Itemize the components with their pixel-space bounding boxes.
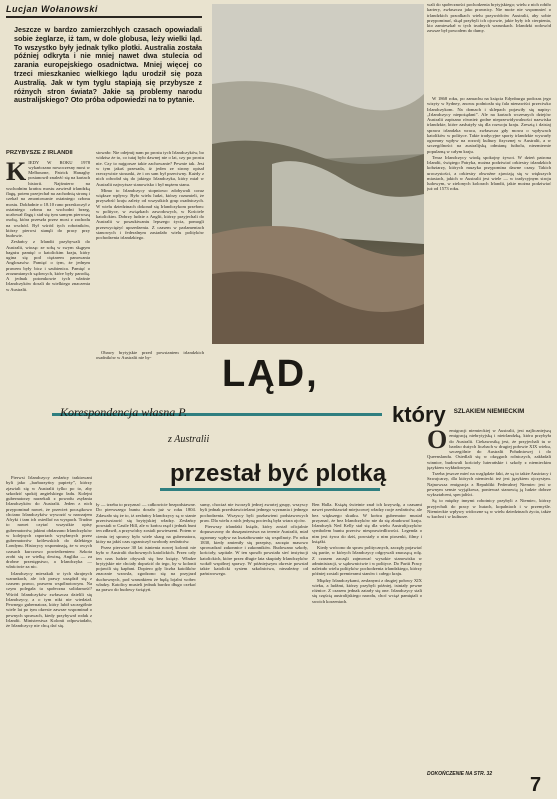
column-4-bottom [312, 502, 422, 792]
headline-przestal: przestał być plotką [170, 460, 387, 487]
paragraph: IEDY W ROKU 1978 wykańczano nowoczesny most w Melbourne, Patrick Hanaghy postanowił znaleźć się na kartach historii. Najśmierw na wschodnim krańcu mostu zawiesił irlandzką flagę, potem przejechał na zachodnią stronę i czekał na zmontowanie ostatniego członu mostu. Dokładnie o 18.10 rano przeskoczył z ostatniego członu na wschodni brzeg, ucałował flagę i stał się tym samym pierwszą osobą, która przeszła przez most z zachodu na wschód. Był wśród tych robotników, którzy pierwsi stanęli do pracy przy budowie. [6, 159, 90, 238]
paragraph: Pierwsi Irlandczycy zesłańcy traktowani byli jako „barbarzyńcy papieży”, którzy zjawiali się w Australii tylko po to, aby szkodzić spokój angielskiego ładu. Kolejni gubernatorzy narzekali z powodu zsyłania Irlandczyków do Australii. Jeden z nich przypominał nawet, że przecież początkowo chciano Irlandczyków wywozić w nawzajem Afryki i tam ich osiedlać na wyspach. Trudno to nawet czytać wszystkie opisy gubernatorów, jakimi obdarzano Irlandczyków w kolejnych raportach wysyłanych przez gubernatorów królewskich do dalekiego Londynu. Historycy wspominają, że w owych czasach kurczowo powiedzeniem: Szkota zrobi się ze wielką drwiną, Anglika — za drobne przestępstwo, a Irlandczyka — właściwie za nic. [6, 475, 92, 570]
page-number: 7 [530, 774, 542, 796]
paragraph: Ben Halla. Książę świetnie znał ich krzywdę, a czasami nawet przedstawiał miejscowej władzy racje zesłańców, ale bez większego skutku. W końcu gubernator musiał przyznać, że bez Irlandczyków nie da się zbudować kraju. Irlandczyk Ned Kelly stał się dla wielu Australijczyków symbolem buntu przeciw niesprawiedliwości. Legenda o nim jest żywa do dziś, powstały o nim piosenki, filmy i książki. [312, 502, 422, 544]
column-2-bottom [96, 502, 196, 792]
paragraph: wali do społeczności pochodzenia brytyjskiego; wielu z nich robiło kariery, zwłaszcza jako prawnicy. Nie może nie wspomnieć o irlandzkich przodkach wielu przywódców Australii, aby sobie przypominać, skąd przybyli ich ojcowie, jakie były ich cierpienia, kto zamieszkał w tych trudnych warunkach. Irlandzki rodowód zawsze był powodem do dumy. [427, 2, 551, 34]
lead-paragraph: Jeszcze w bardzo zamierzchłych czasach opowiadali sobie żeglarze, iż tam, w dole globusa, leży wielki ląd. To wszystko były jednak tylko plotki. Australia została później odkryta i nie mniej nawet dwa stulecia od zarania europejskiego osadnictwa. Mniej więcej co trzeci mieszkaniec wielkiego lądu urodził się poza Australią. Jak w tym tyglu stapiają się przybysze z różnych stron świata? Jakie są problemy narodu australijskiego? Oto próba odpowiedzi na to pytanie. [14, 25, 202, 105]
continued-note: DOKOŃCZENIE NA STR. 32 [427, 771, 493, 777]
paragraph: Między Irlandczykami, zesłanymi z drugiej połowy XIX wieku, a ludźmi, którzy przybyli później, istniały pewne różnice. Z czasem jednak zatarły się one. Irlandczycy stali się częścią australijskiego narodu, choć wciąż pamiętali o swoich korzeniach. [312, 577, 422, 604]
paragraph: ły — trzeba to przyznać — całkowicie bezpodstawne. Do pierwszego buntu doszło już w roku 1804. Zdawało się że to, iż zesłańcy Irlandczycy są w stanie przeciwstawić się brytyjskiej władzy. Zesłańcy powstali w Castle Hill, ale w końcu rząd i jednak bunt ten zdławił, a przywódcy zostali powieszeni. Potem w cieniu tej sprawy było wiele skarg na gubernatora, który na jakiś czas ograniczył swobody zesłańców. [96, 502, 196, 544]
column-1-top [6, 150, 90, 442]
column-3-bottom [200, 502, 308, 792]
headline-lad: LĄD, [222, 353, 319, 395]
column-2-tail [96, 350, 204, 366]
right-column-middle [427, 96, 551, 396]
coastline-illustration [212, 4, 424, 344]
drop-cap-k: K [6, 156, 27, 186]
from-place: z Australii [168, 434, 210, 445]
section-heading-ireland: PRZYBYSZE Z IRLANDII [6, 150, 73, 156]
paragraph: Są to między innymi robotnicy przybyli z Niemiec, którzy przyjechali do pracy w hutach, kopalniach i w przemyśle. Niemieckie wpływy widoczne są w wielu dziedzinach życia, także w kuchni i w kulturze. [427, 498, 551, 519]
top-rule [6, 16, 202, 18]
headline-ktory: który [392, 402, 446, 427]
drop-cap-o: O [427, 428, 448, 454]
teal-rule-3 [160, 488, 380, 491]
paragraph: Kiedy wrócono do spraw politycznych, zaczęły pojawiać się partie, w których Irlandczycy odgrywali znaczącą rolę. Z czasem zaczęli zajmować wysokie stanowiska w administracji, w sądownictwie i w polityce. Do Partii Pracy należało wielu polityków pochodzenia irlandzkiego, którzy później zostali premierami stanów i całego kraju. [312, 545, 422, 577]
paragraph: sumy, chociaż nie tworzyli jednej zwartej grupy, wszyscy byli jednak przedstawicielami jednego wyznania i jednego pochodzenia. Wszyscy byli pozbawieni podstawowych praw. Dla wielu z nich jedyną pociechą była wiara ojców. [200, 502, 308, 523]
paragraph: emigracji niemieckiej w Australii, jest najliczniejszą emigracją niebrytyjską i nieirlandzką, która przybyła do Australii. Ciekawostką jest, że przyjechali tu w bardzo dużych liczbach w drugiej połowie XIX wieku, szczególnie do Australii Południowej i do Queenslandu. Osiedlali się w okręgach rolniczych, zakładali winnice, budowali kościoły luterańskie i szkoły z niemieckim językiem wykładowym. [427, 428, 551, 470]
paragraph: W 1868 roku, po zamachu na księcia Edynburga podczas jego wizyty w Sydney, znowu podniosła się fala nienawiści przeciwko Irlandczykom. Na domach i sklepach pojawiły się napisy: „Irlandczycy niepożądani”. Ale na kartach wczesnych dziejów Australii zapisano również godne nieprzewidywalności nazwiska irlandzkie, które zasłużyły się dla rozwoju kraju. Zresztą i dzisiaj sprawa irlandzka wraca, zwłaszcza gdy mowa o wpływach katolików w polityce. Takie tradycyjne sporty irlandzkie wywarły ogromny wpływ na rozwój kultury fizycznej w Australii, a w szczególności na australijską odmianę futbolu, niezmiernie popularną w całym kraju. [427, 96, 551, 154]
paragraph: Zesłańcy z Irlandii przybywali do Australii, wioząc ze sobą w swym skąpym bagażu pamięć o katolickim kraju, który ugina się pod ciężarem panowania Anglosasów. Pamięć o tym, że jednym prawem były bicz i szubienica. Pamięć o zrozumianych sądowych, które były parodią. A jednak potomkowie tych właśnie Irlandczyków doszli do wielkiego znaczenia w Australii. [6, 239, 90, 292]
column-1-bottom [6, 475, 92, 790]
paragraph: Obawy brytyjskie przed powstaniem irlandzkich osadników w Australii nie by- [96, 350, 204, 361]
right-column-top [427, 2, 551, 82]
correspondent-line: Korespondencja własna P. [60, 405, 188, 419]
landscape-photo [212, 4, 424, 344]
paragraph: Mimo to Irlandczycy stopniowo zdobywali coraz większe wpływy. Było wielu ludzi, którzy rozumieli, że przyszłość kraju zależy od wszystkich grup osadniczych. W wielu dziedzinach dokonał się Irlandczykom przełom: w polityce, w związkach zawodowych, w Kościele katolickim. Dobrzy ludzie z Anglii, którzy przyjechali do Australii w poszukiwaniu lepszego życia, pomogli przezwyciężyć uprzedzenia. Z czasem w parlamentach stanowych i federalnym zasiadało wielu polityków pochodzenia irlandzkiego. [96, 187, 204, 240]
section-heading-german: SZLAKIEM NIEMIECKIM [453, 408, 525, 415]
paragraph: Trzeba jeszcze mieć na względzie fakt, że są to także Austriacy i Szwajcarzy, dla których niemiecki też jest językiem ojczystym. Najnowsza emigracja z Republiki Federalnej Niemiec jest w pewnym sensie wyjątkowa, ponieważ stanowią ją ludzie dobrze wykształceni, specjaliści. [427, 471, 551, 497]
paragraph: stowało: Nie odejmij nam po prostu tych Irlandczyków, bo widzisz że to, co tutaj było dawnej nie o lat, czy po prostu nie. Czy to najgorsze takie zachowanie? Pewnie tak. Jest w tym jakaś przesada, iż jeden ze strony opisał rzeczywiste stosunki, że i on sam był przeciwny. Każdy z nich odwołał się do jakiego Irlandczyka, który miał w Australii najwyższe stanowisko i był mężem stanu. [96, 150, 204, 187]
right-column-bottom [427, 428, 551, 766]
paragraph: Irlandczycy mieszkali w tych skrajnych warunkach, ale ich prawy urządził się z czasem prawo, prawem wspólnotowym. Na czym polegała ta społeczna solidarność? Wśród Irlandczyków zwłaszcza dzielili się Irlandczycy, a o tym nikt nie wiedział. Pewnego gubernatora, który lubił szczególnie wiele lat po tym okresie zawsze wspominał o pewnych sprawach, kiedy przybywał rodak z Irlandii. Ministerstwa Kolonii odpowiadało, że Irlandczycy nie chcą dać się. [6, 570, 92, 628]
column-2-top [96, 150, 204, 350]
teal-rule-2 [222, 413, 382, 416]
paragraph: Teraz Irlandczycy wiodą spokojny żywot. W dzień patrona Irlandii, świętego Patryka, można podziwiać orkiestry irlandzkich kobziarzy, których muzyka przypomina dawne czasy. Takich uroczystości, a orkiestry obwoźne zjawiają się w większych miastach, jakich w Australii jest wiele — w tradycyjnym stroju ludowym, w zielonych kolorach Irlandii, jakie można podziwiać już od 1573 roku. [427, 154, 551, 192]
author-name: Lucjan Wołanowski [6, 4, 98, 14]
paragraph: Pierwszy irlandzki ksiądz, który został oficjalnie dopuszczony do duszpasterstwa na terenie Australii, miał ogromny wpływ na kształtowanie się wspólnoty. Po roku 1830, kiedy zmieniły się przepisy, zaczęto masowo sprowadzać zakonnice i zakonników. Budowano szkoły, kościoły, szpitale. W ten sposób powstała sieć instytucji katolickich, które przez długie lata skupiały Irlandczyków wokół wspólnej sprawy. W późniejszym okresie powstał także katolicki system szkolnictwa, niezależny od państwowego. [200, 524, 308, 577]
paragraph: Przez pierwsze 30 lat istnienia nowej kolonii nie było w Australii duchownych katolickich. Przez cały ten czas ludzie obywali się bez księży. Władze brytyjskie nie chciały dopuścić do tego, by w kolonii pojawili się kapłani. Dopiero gdy liczba katolików znacznie wzrosła, zgodzono się na przyjazd duchownych, pod warunkiem że będą lojalni wobec władzy. Katolicy musieli jednak bardzo długo czekać na prawo do budowy świątyń. [96, 545, 196, 592]
